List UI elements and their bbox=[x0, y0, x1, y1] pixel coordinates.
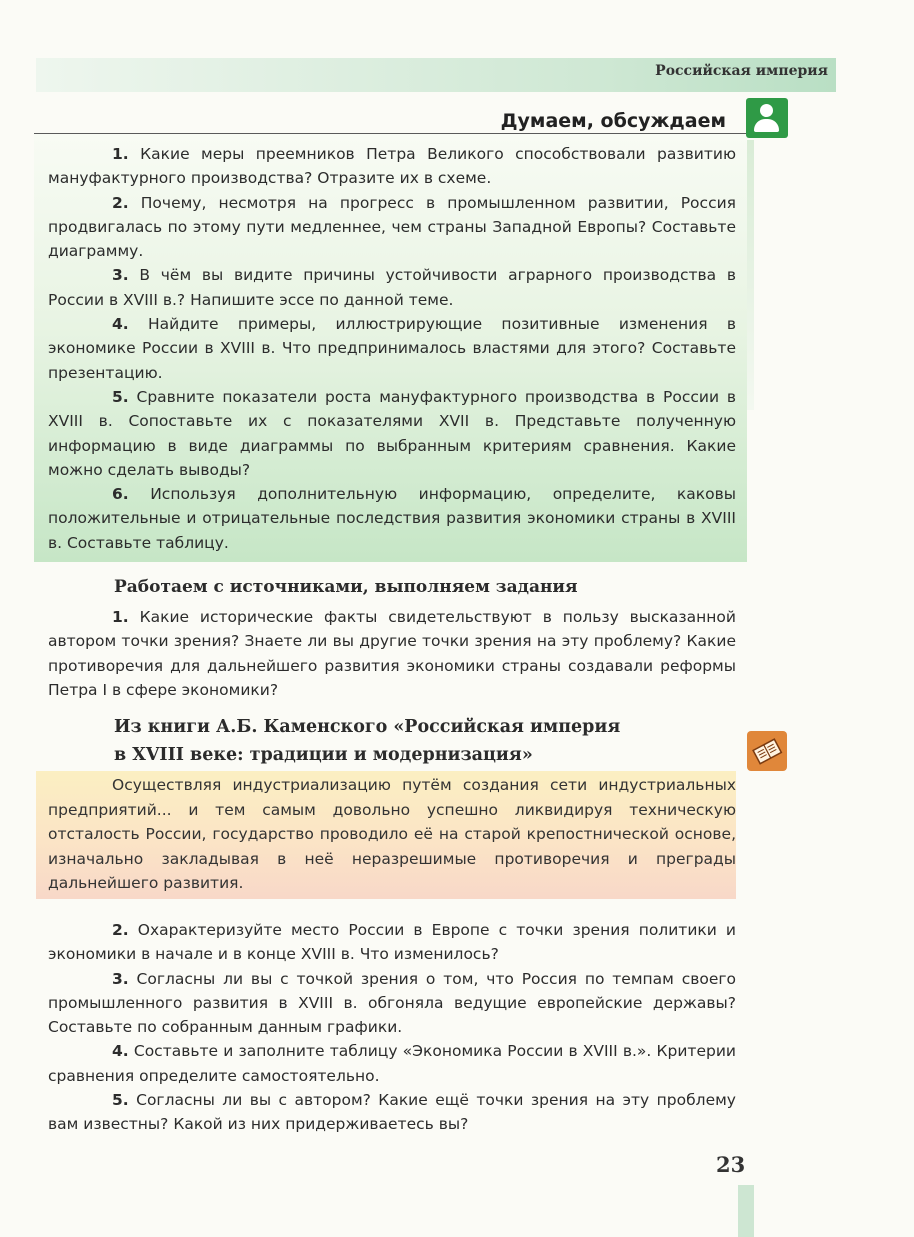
quote-text: Осуществляя индустриализацию путём создания сети индустриальных предприятий... и тем самым довольно успешно ликвидируя техническую отсталость России, государство проводило её на старой крепостнической основе, изначально закладывая в неё неразрешимые противоречия и преграды дальнейшего развития. bbox=[48, 776, 736, 892]
bottom-margin-strip bbox=[738, 1185, 754, 1237]
discuss-question-5: 5. Сравните показатели роста мануфактурного производства в России в XVIII в. Сопоставьте их с показателями XVII в. Представьте полученную информацию в виде диаграммы по выбранным критериям сравнения. Какие можно сделать выводы? bbox=[48, 387, 736, 479]
source-task-4: 4. Составьте и заполните таблицу «Экономика России в XVIII в.». Критерии сравнения определите самостоятельно. bbox=[48, 1042, 736, 1085]
source-tasks bbox=[48, 918, 736, 1137]
source-task-2: 2. Охарактеризуйте место России в Европе с точки зрения политики и экономики в начале и в конце XVIII в. Что изменилось? bbox=[48, 921, 736, 964]
sources-title: Работаем с источниками, выполняем задания bbox=[114, 577, 578, 597]
discuss-question-2: 2. Почему, несмотря на прогресс в промышленном развитии, Россия продвигалась по этому пути медленнее, чем страны Западной Европы? Составьте диаграмму. bbox=[48, 193, 736, 261]
discuss-question-1: 1. Какие меры преемников Петра Великого способствовали развитию мануфактурного производства? Отразите их в схеме. bbox=[48, 145, 736, 188]
person-icon bbox=[746, 98, 788, 138]
source-task-1: 1. Какие исторические факты свидетельствуют в пользу высказанной автором точки зрения? Знаете ли вы другие точки зрения на эту проблему? Какие противоречия для дальнейшего развития экономики страны создавали реформы Петра I в сфере экономики? bbox=[48, 608, 736, 699]
source-task-5: 5. Согласны ли вы с автором? Какие ещё точки зрения на эту проблему вам известны? Какой из них придерживаетесь вы? bbox=[48, 1091, 736, 1134]
section-title: Российская империя bbox=[655, 63, 828, 79]
book-title-line-2: в XVIII веке: традиции и модернизация» bbox=[114, 745, 533, 765]
book-title-line-1: Из книги А.Б. Каменского «Российская империя bbox=[114, 717, 621, 737]
source-task-3: 3. Согласны ли вы с точкой зрения о том, что Россия по темпам своего промышленного развития в XVIII в. обгоняла ведущие европейские державы? Составьте по собранным данным графики. bbox=[48, 969, 736, 1037]
discuss-title: Думаем, обсуждаем bbox=[500, 110, 726, 132]
book-title bbox=[114, 713, 620, 769]
discuss-questions bbox=[48, 142, 736, 555]
book-icon bbox=[747, 731, 787, 771]
page-number: 23 bbox=[716, 1152, 746, 1177]
discuss-question-6: 6. Используя дополнительную информацию, определите, каковы положительные и отрицательные последствия развития экономики страны в XVIII в. Составьте таблицу. bbox=[48, 485, 736, 552]
discuss-question-4: 4. Найдите примеры, иллюстрирующие позитивные изменения в экономике России в XVIII в. Что предпринималось властями для этого? Составьте презентацию. bbox=[48, 315, 736, 382]
discuss-question-3: 3. В чём вы видите причины устойчивости аграрного производства в России в XVIII в.? Напишите эссе по данной теме. bbox=[48, 266, 736, 309]
